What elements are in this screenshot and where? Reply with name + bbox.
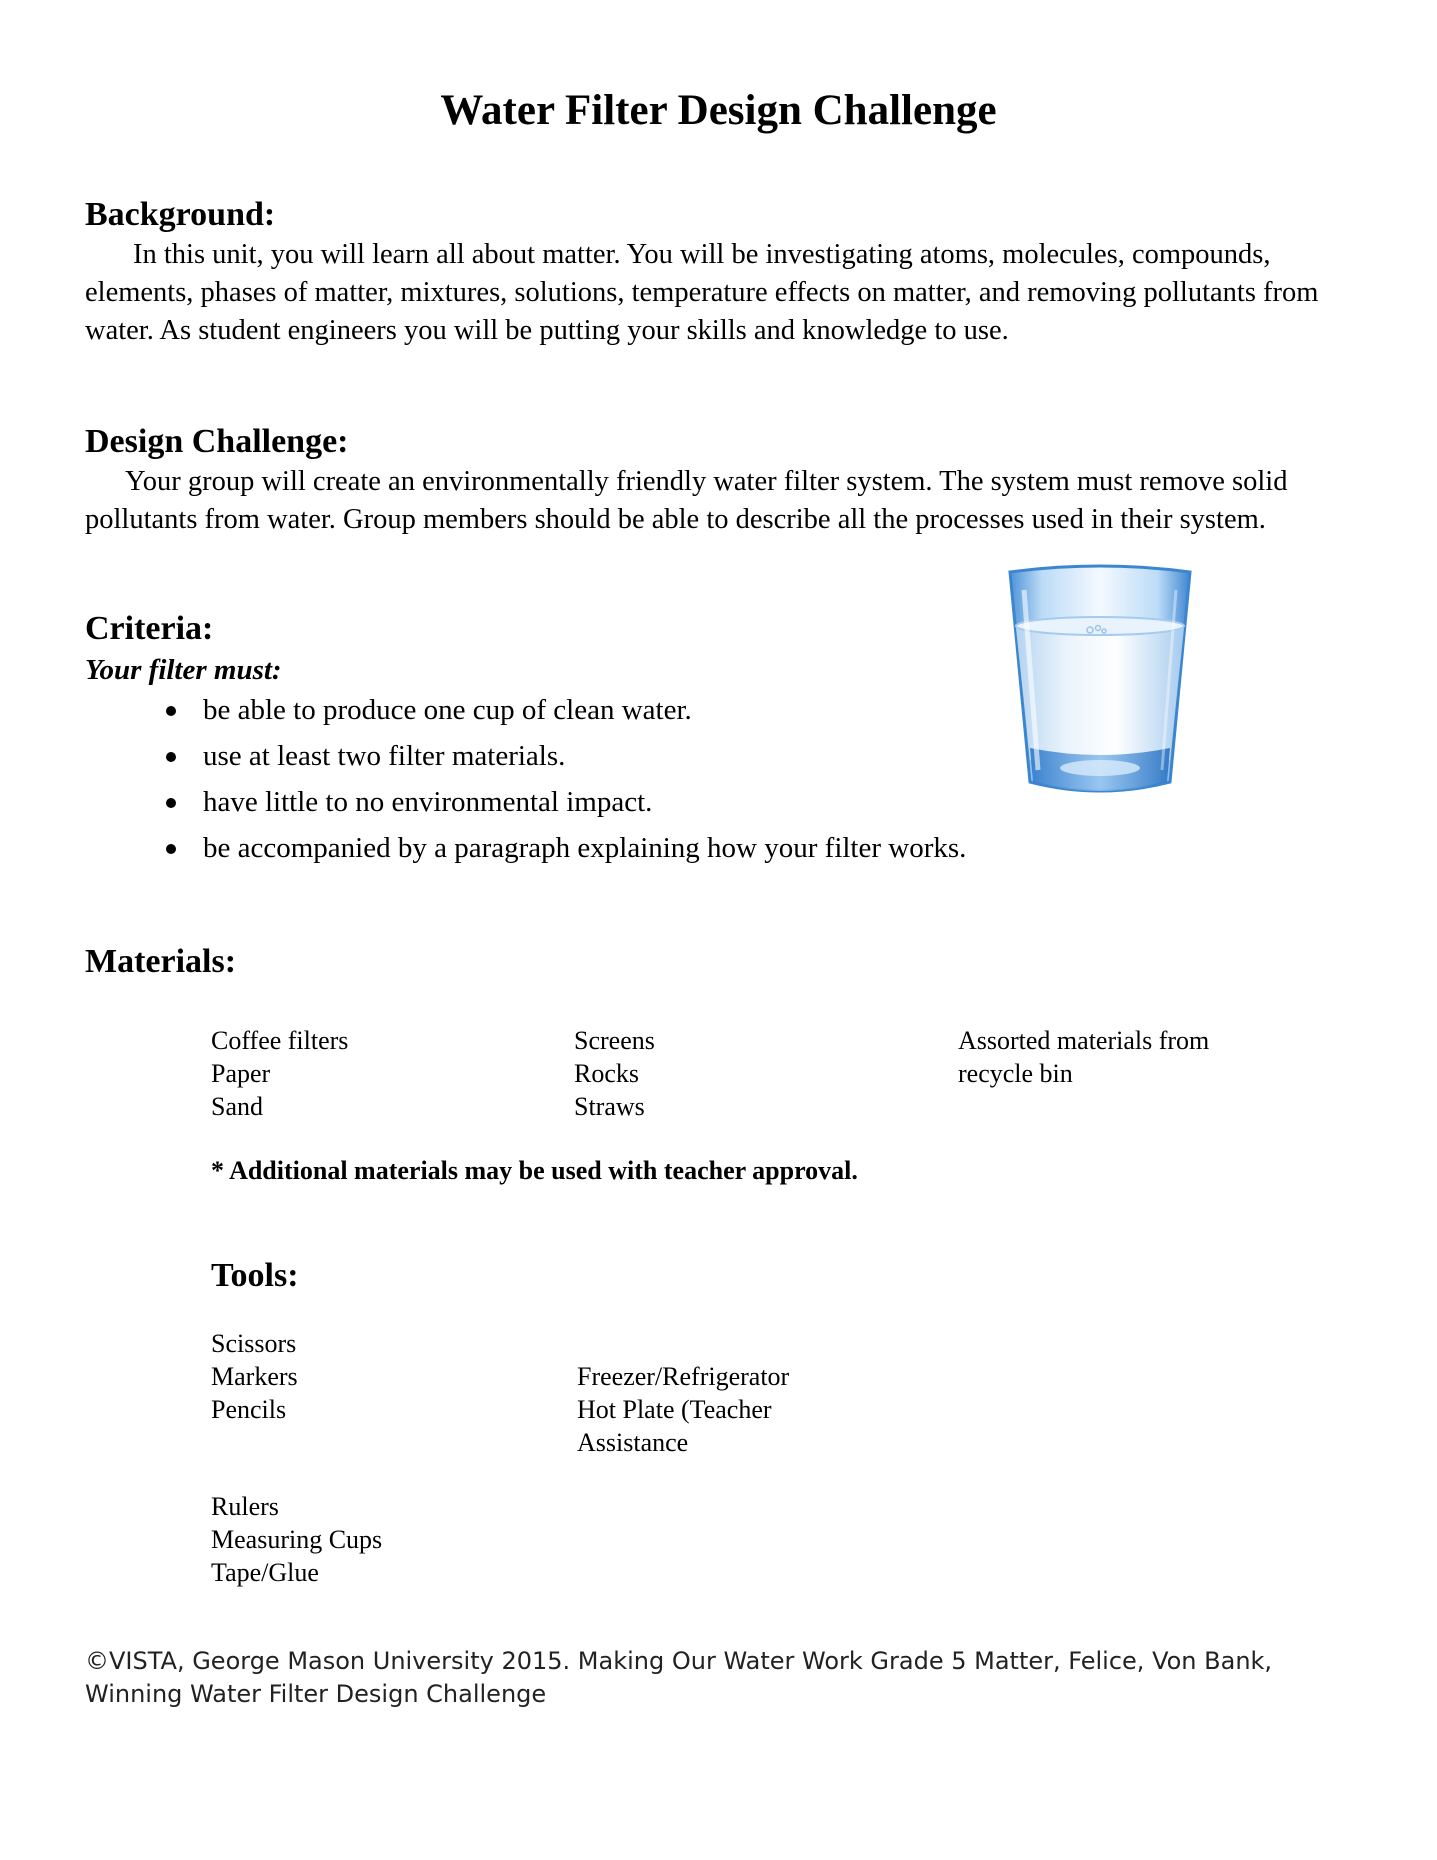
tool-item: Hot Plate (Teacher xyxy=(577,1395,772,1424)
background-text xyxy=(85,236,1375,350)
bullet-icon xyxy=(166,706,176,716)
criteria-item xyxy=(166,733,966,779)
criteria-item xyxy=(166,825,966,871)
criteria-heading: Criteria: xyxy=(85,610,214,647)
materials-column-2 xyxy=(574,1024,655,1123)
footer-line-1: ©VISTA, George Mason University 2015. Making Our Water Work Grade 5 Matter, Felice, Von Bank, xyxy=(85,1647,1273,1675)
tool-item: Assistance xyxy=(577,1428,689,1457)
design-challenge-text xyxy=(85,463,1375,539)
design-challenge-paragraph: Your group will create an environmentally friendly water filter system. The system must remove solid pollutants from water. Group members should be able to describe all the processes used in their system. xyxy=(85,466,1288,535)
footer-citation xyxy=(85,1645,1272,1711)
bullet-icon xyxy=(166,798,176,808)
criteria-item xyxy=(166,687,966,733)
materials-column-3 xyxy=(958,1024,1209,1090)
criteria-item-text: be able to produce one cup of clean water. xyxy=(203,694,692,726)
criteria-item-text: be accompanied by a paragraph explaining how your filter works. xyxy=(203,832,967,864)
criteria-item-text: use at least two filter materials. xyxy=(203,740,566,772)
bullet-icon xyxy=(166,844,176,854)
material-item: Rocks xyxy=(574,1059,639,1088)
tool-item: Pencils xyxy=(211,1395,287,1424)
tool-item: Rulers xyxy=(211,1492,279,1521)
material-item: Assorted materials from xyxy=(958,1026,1210,1055)
criteria-item-text: have little to no environmental impact. xyxy=(203,786,653,818)
material-item: Coffee filters xyxy=(211,1026,349,1055)
tools-heading: Tools: xyxy=(211,1257,299,1294)
criteria-item xyxy=(166,779,966,825)
water-glass-icon xyxy=(1000,560,1200,810)
tools-column-3 xyxy=(211,1490,382,1589)
material-item: Straws xyxy=(574,1092,645,1121)
material-item: recycle bin xyxy=(958,1059,1073,1088)
design-challenge-heading: Design Challenge: xyxy=(85,423,349,460)
material-item: Screens xyxy=(574,1026,655,1055)
background-heading: Background: xyxy=(85,196,276,233)
bullet-icon xyxy=(166,752,176,762)
tool-item: Scissors xyxy=(211,1329,297,1358)
tools-column-2 xyxy=(577,1360,789,1459)
tool-item: Measuring Cups xyxy=(211,1525,383,1554)
materials-note: * Additional materials may be used with teacher approval. xyxy=(211,1156,858,1185)
material-item: Sand xyxy=(211,1092,263,1121)
materials-column-1 xyxy=(211,1024,348,1123)
material-item: Paper xyxy=(211,1059,271,1088)
tool-item: Freezer/Refrigerator xyxy=(577,1362,790,1391)
tool-item: Markers xyxy=(211,1362,298,1391)
footer-line-2: Winning Water Filter Design Challenge xyxy=(85,1680,547,1708)
materials-heading: Materials: xyxy=(85,943,237,980)
criteria-subheading: Your filter must: xyxy=(85,654,282,686)
criteria-list xyxy=(166,687,966,871)
tool-item: Tape/Glue xyxy=(211,1558,319,1587)
background-paragraph: In this unit, you will learn all about matter. You will be investigating atoms, molecules, compounds, elements, phases of matter, mixtures, solutions, temperature effects on matter, and removing pollutants from water. As student engineers you will be putting your skills and knowledge to use. xyxy=(85,239,1319,346)
tools-column-1 xyxy=(211,1327,298,1426)
page-title: Water Filter Design Challenge xyxy=(440,87,997,134)
